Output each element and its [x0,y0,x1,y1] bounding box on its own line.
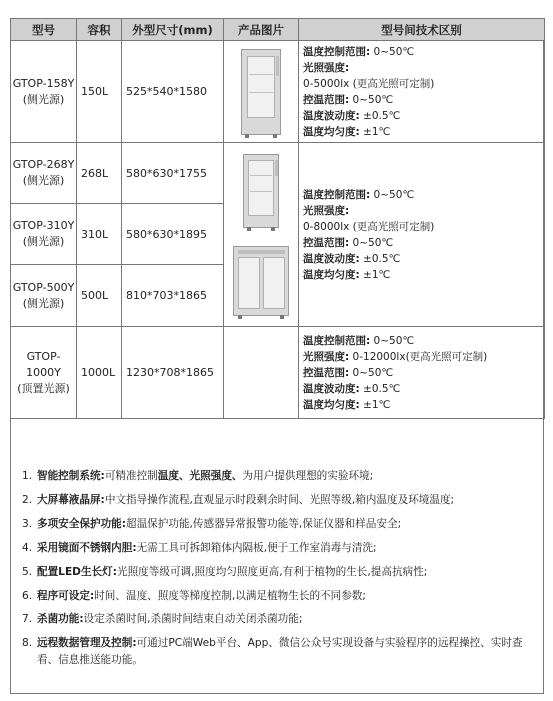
model-note: (侧光源) [22,235,65,248]
header-volume: 容积 [77,19,122,41]
tech-label: 温度控制范围: [303,45,371,58]
tech-cell-1 [299,41,545,143]
model-cell [11,265,77,327]
tech-note: (更高光照可定制) [352,220,435,233]
feature-text: 可通过PC端Web平台、App、微信公众号实现设备与实验程序的远程操控、实时查 [136,637,523,650]
tech-note: (更高光照可定制) [352,77,435,90]
product-image-cell [224,41,299,143]
feature-title: 远程数据管理及控制: [37,637,137,650]
tech-value: ±1℃ [363,398,391,411]
header-size: 外型尺寸(mm) [122,19,224,41]
item-number: 4. [22,541,33,554]
item-number: 7. [22,613,33,626]
feature-text: 无需工具可拆卸箱体内隔板,便于工作室消毒与清洗; [136,541,377,554]
product-image-cell [224,143,299,327]
tech-value: 0~50℃ [373,45,415,58]
feature-title: 多项安全保护功能: [37,517,126,530]
tech-value: ±0.5℃ [363,382,401,395]
tech-label: 光照强度: [303,350,350,363]
header-model: 型号 [11,19,77,41]
feature-title: 大屏幕液晶屏: [37,493,105,506]
tech-value: 0~50℃ [373,188,415,201]
tech-value: 0~50℃ [373,334,415,347]
model-note: (侧光源) [22,174,65,187]
item-number: 3. [22,517,33,530]
item-number: 6. [22,589,33,602]
table-row [11,41,545,143]
tech-value: 0-8000lx [303,220,350,233]
tech-note: (更高光照可定制) [405,350,488,363]
tech-label: 光照强度: [303,204,350,217]
volume-cell: 150L [77,41,122,143]
product-image-double-door-cabinet [233,246,289,316]
product-image-small-cabinet [241,49,281,135]
feature-title: 杀菌功能: [37,613,84,626]
model-note: (侧光源) [22,92,65,106]
tech-value: ±1℃ [363,268,391,281]
model-name: GTOP-268Y [12,158,75,171]
tech-label: 温度控制范围: [303,334,371,347]
tech-label: 温度波动度: [303,252,360,265]
tech-label: 温度波动度: [303,382,360,395]
product-image-tall-cabinet [243,154,279,228]
list-item [22,513,534,537]
size-cell: 810*703*1865 [122,265,224,327]
tech-value: ±1℃ [363,125,391,138]
tech-value: ±0.5℃ [363,252,401,265]
tech-cell-2 [299,143,545,327]
tech-value: ±0.5℃ [363,109,401,122]
volume-cell: 500L [77,265,122,327]
item-number: 2. [22,493,33,506]
table-row [11,327,545,419]
model-cell [11,327,77,419]
volume-cell: 268L [77,143,122,204]
feature-text: 可精准控制 [104,470,158,482]
header-image: 产品图片 [224,19,299,41]
list-item [22,561,534,585]
tech-label: 温度波动度: [303,109,360,122]
tech-value: 0~50℃ [352,236,394,249]
model-cell [11,143,77,204]
tech-cell-3 [299,327,545,419]
size-cell: 525*540*1580 [122,41,224,143]
item-number: 5. [22,565,33,578]
model-name: GTOP-1000Y [26,349,61,379]
feature-title: 程序可设定: [37,589,95,602]
tech-value: 0~50℃ [352,366,394,379]
tech-label: 控温范围: [303,236,350,249]
list-item [22,537,534,561]
feature-text: 时间、温度、照度等梯度控制,以满足植物生长的不同参数; [94,589,366,602]
model-cell [11,204,77,265]
model-name: GTOP-158Y [12,76,75,90]
tech-label: 控温范围: [303,93,350,106]
feature-highlight: 温度、光照强度、 [157,470,243,482]
tech-label: 温度均匀度: [303,125,360,138]
header-tech: 型号间技术区别 [299,19,545,41]
list-item [22,632,534,669]
tech-label: 温度控制范围: [303,188,371,201]
item-number: 1. [22,470,33,482]
tech-label: 温度均匀度: [303,398,360,411]
volume-cell: 310L [77,204,122,265]
tech-label: 控温范围: [303,366,350,379]
list-item [22,489,534,513]
feature-title: 采用镜面不锈钢内胆: [37,541,137,554]
feature-text: 光照度等级可调,照度均匀照度更高,有利于植物的生长,提高抗病性; [117,565,428,578]
spec-table [10,18,545,419]
model-cell [11,41,77,143]
volume-cell: 1000L [77,327,122,419]
feature-title: 智能控制系统: [37,470,105,482]
tech-value: 0-12000lx [352,350,406,363]
model-note: (侧光源) [22,296,65,310]
feature-text: 中文指导操作流程,直观显示时段剩余时间、光照等级,箱内温度及环境温度; [104,493,455,506]
feature-list [22,465,534,669]
table-header-row [11,19,545,41]
tech-label: 温度均匀度: [303,268,360,281]
model-name: GTOP-500Y [12,280,75,294]
feature-title: 配置LED生长灯: [37,565,117,578]
list-item [22,465,534,489]
feature-text: 设定杀菌时间,杀菌时间结束自动关闭杀菌功能; [83,613,303,626]
size-cell: 580*630*1755 [122,143,224,204]
tech-value: 0~50℃ [352,93,394,106]
model-note: (顶置光源) [17,381,70,395]
feature-text-continued: 看、信息推送能功能。 [37,654,143,667]
feature-text: 超温保护功能,传感器异常报警功能等,保证仪器和样品安全; [126,517,402,530]
tech-value: 0-5000lx [303,77,350,90]
feature-text: 为用户提供理想的实验环境; [242,470,374,482]
product-image-cell-empty [224,327,299,419]
size-cell: 1230*708*1865 [122,327,224,419]
list-item [22,585,534,609]
model-name: GTOP-310Y [12,219,75,232]
list-item [22,608,534,632]
item-number: 8. [22,637,33,650]
tech-label: 光照强度: [303,61,350,74]
table-row [11,143,545,204]
size-cell: 580*630*1895 [122,204,224,265]
